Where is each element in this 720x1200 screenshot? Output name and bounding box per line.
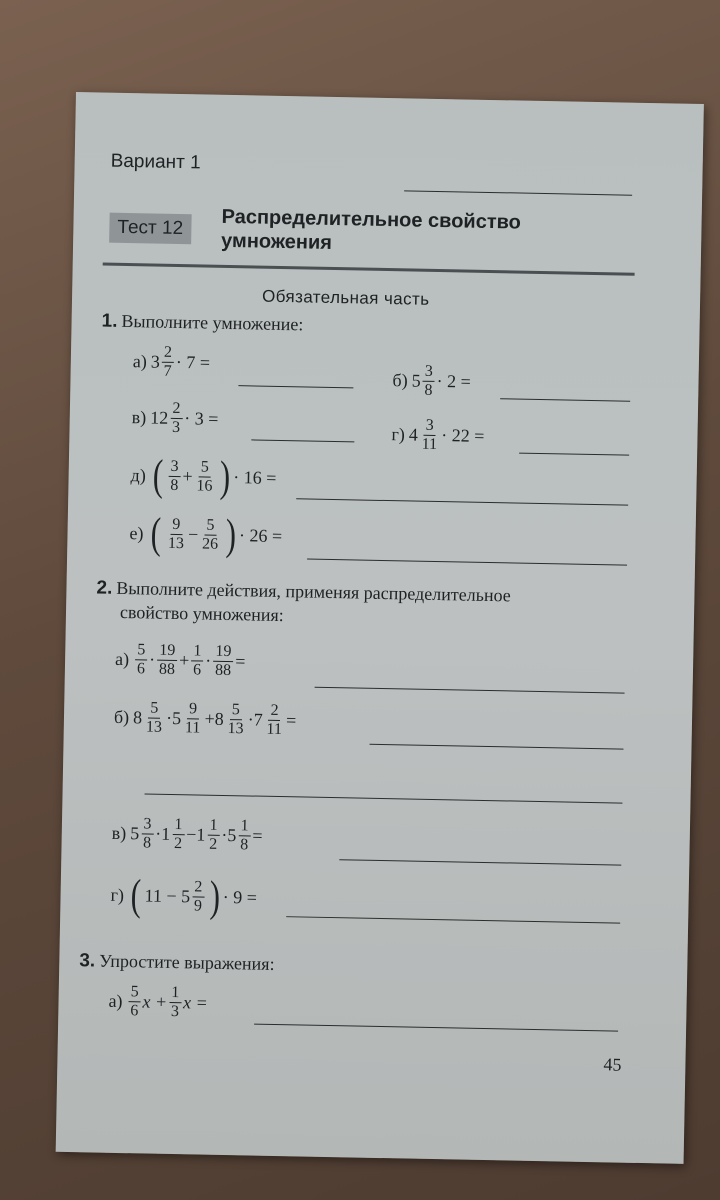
numerator: 3: [168, 457, 180, 476]
fraction: [200, 516, 221, 553]
item-label: б): [392, 370, 408, 391]
open-paren: (: [130, 870, 142, 920]
denominator: 16: [196, 476, 213, 495]
numerator: 5: [148, 700, 160, 719]
q2-item-b: б) 8 $\frac{5}{13}$ · 5 $\frac{9}{11}$ + 8 $\frac{5}{13}$ · 7 $\frac{2}{11}$ =: [113, 699, 297, 739]
whole-part: 8: [214, 708, 224, 729]
fraction: [135, 641, 148, 678]
numerator: 2: [192, 878, 204, 897]
question-text: Выполните умножение:: [121, 310, 304, 335]
fraction: [172, 816, 185, 853]
q2-item-a: а) $\frac{5}{6}$ · $\frac{19}{88}$ + $\frac{1}{6}$ · $\frac{19}{88}$ =: [114, 641, 246, 680]
answer-line[interactable]: [339, 859, 621, 865]
denominator: 6: [192, 661, 202, 679]
whole-part: 1: [196, 824, 206, 845]
close-paren: ): [225, 509, 237, 560]
denominator: 8: [170, 476, 179, 494]
denominator: 8: [240, 836, 249, 854]
q2-item-g: [110, 870, 258, 921]
denominator: 2: [209, 835, 218, 853]
whole-part: 12: [150, 407, 169, 428]
answer-line[interactable]: [296, 498, 628, 505]
q1-item-b: [392, 362, 471, 400]
q3-item-a: [108, 983, 208, 1022]
test-title: Распределительное свойство умножения: [220, 205, 522, 254]
fraction: [183, 700, 203, 737]
fraction: [169, 984, 182, 1021]
numerator: 5: [204, 516, 216, 535]
item-label: г): [391, 424, 406, 445]
denominator: 13: [167, 534, 185, 552]
answer-line[interactable]: [251, 439, 354, 442]
expression-rest: · 9 =: [222, 886, 258, 908]
denominator: 7: [163, 362, 172, 380]
answer-line[interactable]: [307, 559, 627, 566]
fraction: [161, 344, 174, 381]
whole-part: 5: [130, 823, 140, 844]
whole-part: 5: [227, 825, 237, 846]
expression-rest: · 3 =: [184, 408, 219, 429]
section-title: Обязательная часть: [261, 286, 430, 309]
fraction: [225, 701, 246, 738]
whole-part: 5: [411, 370, 421, 391]
answer-line[interactable]: [370, 744, 624, 750]
denominator: 11: [421, 435, 438, 453]
page-number: 45: [603, 1054, 622, 1075]
item-label: д): [130, 464, 147, 485]
whole-part: 7: [253, 709, 263, 730]
open-paren: (: [152, 450, 164, 500]
denominator: 11: [266, 720, 283, 739]
answer-line[interactable]: [286, 916, 620, 923]
expression-rest: · 7 =: [175, 351, 211, 373]
q1-item-g: [391, 416, 485, 455]
numerator: 19: [157, 642, 177, 661]
q1-item-a: [132, 343, 210, 381]
whole-part: 5: [171, 707, 182, 729]
open-paren: (: [150, 508, 162, 558]
question-number: 3.: [79, 950, 96, 972]
numerator: 3: [424, 417, 436, 436]
fraction: [128, 983, 141, 1020]
fraction: [207, 817, 220, 854]
expression-rest: · 26 =: [238, 524, 283, 546]
variant-label: Вариант 1: [110, 150, 201, 174]
equals-sign: =: [252, 825, 263, 846]
fraction: [422, 363, 435, 400]
answer-line[interactable]: [254, 1024, 618, 1032]
expression-rest: · 2 =: [436, 370, 472, 392]
expression-pre: 11 − 5: [144, 884, 191, 906]
fraction: [194, 458, 215, 495]
question-3-heading: [79, 950, 275, 976]
q1-item-e: [129, 508, 283, 560]
q1-item-d: [130, 450, 277, 502]
denominator: 26: [201, 535, 219, 553]
denominator: 8: [142, 834, 152, 852]
question-text-line1: Выполните действия, применяя распределительное: [116, 577, 511, 606]
denominator: 13: [145, 718, 163, 736]
numerator: 1: [207, 817, 219, 836]
fraction: [238, 817, 251, 854]
whole-part: 8: [132, 707, 143, 728]
operator: −: [186, 824, 197, 845]
denominator: 6: [136, 660, 146, 678]
item-label: г): [110, 884, 125, 905]
variable-term: x +: [142, 991, 168, 1012]
numerator: 1: [172, 816, 184, 835]
numerator: 5: [199, 458, 211, 477]
close-paren: ): [219, 451, 231, 502]
denominator: 6: [130, 1002, 139, 1020]
question-text-line2: свойство умножения:: [119, 601, 285, 626]
question-number: 2.: [96, 577, 113, 599]
fraction: [264, 702, 284, 739]
denominator: 8: [424, 381, 433, 399]
whole-part: 3: [150, 351, 161, 372]
answer-line-continued[interactable]: [145, 793, 623, 803]
denominator: 13: [227, 720, 244, 738]
fraction: [170, 400, 183, 437]
numerator: 5: [135, 641, 147, 660]
header-rule: [103, 263, 635, 276]
denominator: 2: [173, 835, 183, 853]
fraction: [192, 878, 205, 915]
item-label: б): [113, 706, 130, 728]
denominator: 88: [158, 660, 176, 679]
fraction: [420, 417, 440, 454]
variable-term: x =: [182, 992, 208, 1013]
worksheet-page: [56, 92, 704, 1164]
question-2-heading: [96, 576, 637, 634]
answer-line[interactable]: [500, 398, 630, 401]
numerator: 5: [129, 983, 141, 1002]
numerator: 9: [170, 515, 182, 534]
whole-part: 4: [408, 424, 419, 445]
fraction: [166, 515, 187, 552]
answer-line[interactable]: [315, 687, 625, 694]
expression-rest: · 22 =: [441, 425, 485, 446]
item-label: е): [129, 522, 144, 543]
operator: −: [187, 523, 199, 544]
whole-part: 1: [161, 823, 171, 844]
expression-rest: · 16 =: [233, 466, 277, 488]
fraction: [191, 642, 204, 679]
operator: +: [178, 650, 190, 671]
fraction: [168, 457, 181, 494]
numerator: 9: [187, 700, 199, 719]
question-number: 1.: [101, 310, 118, 332]
item-label: а): [132, 351, 148, 372]
item-label: а): [108, 990, 123, 1012]
close-paren: ): [208, 871, 221, 921]
q1-item-v: [131, 399, 218, 438]
item-label: в): [111, 822, 127, 844]
fraction: [213, 643, 234, 680]
operator: +: [182, 465, 193, 486]
denominator: 3: [170, 1002, 180, 1021]
fraction: [141, 815, 154, 852]
item-label: в): [131, 407, 147, 428]
numerator: 2: [162, 344, 174, 363]
equals-sign: =: [235, 651, 246, 672]
name-answer-line[interactable]: [404, 190, 632, 195]
equals-sign: =: [285, 710, 297, 731]
numerator: 1: [191, 642, 203, 661]
denominator: 88: [214, 661, 232, 680]
numerator: 1: [169, 984, 181, 1003]
numerator: 3: [141, 815, 153, 834]
question-1-heading: [101, 311, 303, 337]
answer-line[interactable]: [238, 385, 353, 388]
item-label: а): [114, 648, 130, 670]
fraction: [157, 642, 178, 679]
denominator: 9: [193, 896, 203, 915]
denominator: 11: [184, 719, 201, 737]
numerator: 2: [268, 702, 280, 721]
question-text: Упростите выражения:: [98, 950, 275, 974]
numerator: 19: [213, 643, 233, 662]
test-badge: Тест 12: [109, 213, 191, 245]
numerator: 2: [170, 400, 182, 419]
numerator: 3: [423, 363, 435, 382]
answer-line[interactable]: [519, 453, 629, 456]
fraction: [144, 699, 165, 736]
q2-item-v: в) 5 $\frac{3}{8}$ · 1 $\frac{1}{2}$ − 1 $\frac{1}{2}$ · 5 $\frac{1}{8}$ =: [111, 815, 263, 854]
denominator: 3: [171, 418, 181, 437]
numerator: 1: [238, 817, 250, 836]
numerator: 5: [230, 701, 242, 720]
operator: +: [204, 708, 215, 729]
